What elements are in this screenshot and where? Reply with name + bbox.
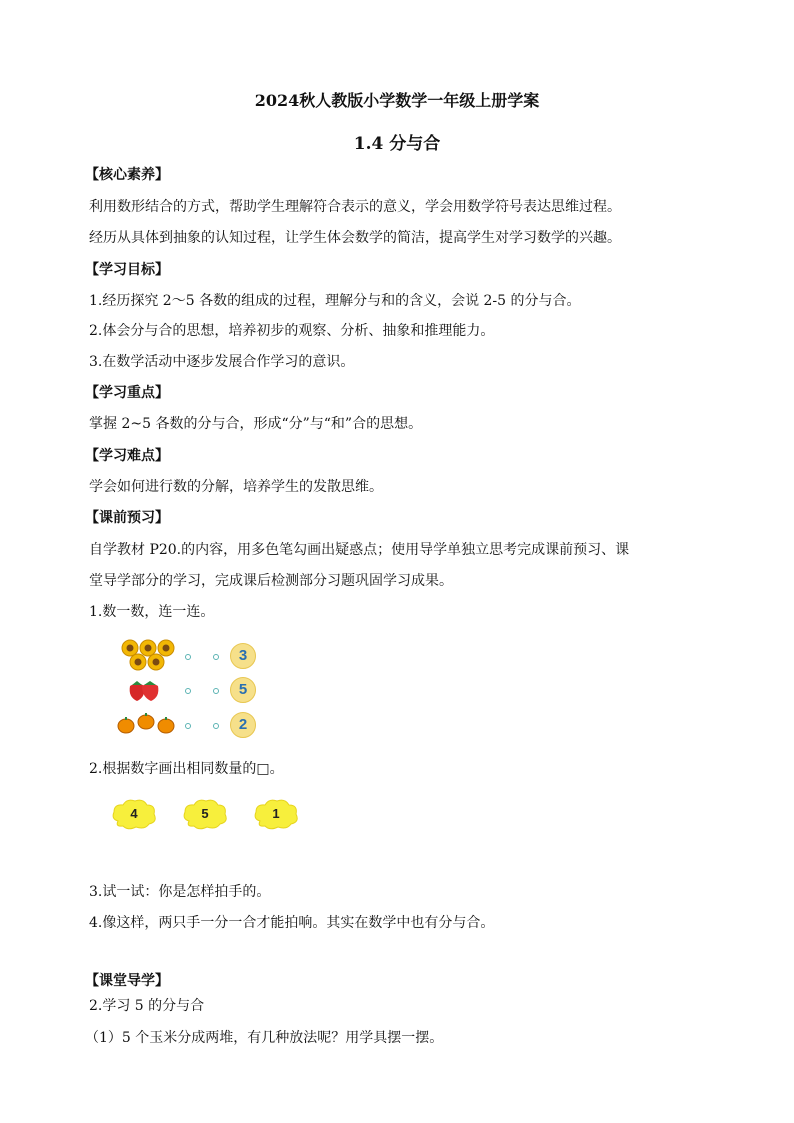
connect-dot[interactable] [185, 688, 191, 694]
preview-text-2: 堂导学部分的学习，完成课后检测部分习题巩固学习成果。 [89, 573, 453, 589]
number-circle-5: 5 [230, 677, 256, 703]
classroom-item-2: （1）5 个玉米分成两堆，有几种放法呢？用学具摆一摆。 [85, 1030, 444, 1046]
heading-preview: 【课前预习】 [85, 510, 169, 526]
connect-dot[interactable] [185, 654, 191, 660]
cloud-number-1: 1 [252, 797, 300, 831]
preview-question-2: 2.根据数字画出相同数量的□。 [89, 761, 284, 777]
classroom-item-1: 2.学习 5 的分与合 [89, 998, 205, 1014]
number-circle-3: 3 [230, 643, 256, 669]
cloud-number-5: 5 [181, 797, 229, 831]
preview-question-3: 3.试一试：你是怎样拍手的。 [89, 884, 271, 900]
heading-key: 【学习重点】 [85, 385, 169, 401]
difficulty-text: 学会如何进行数的分解，培养学生的发散思维。 [89, 479, 383, 495]
heading-classroom: 【课堂导学】 [85, 973, 169, 989]
lesson-title: 1.4 分与合 [353, 134, 441, 154]
heading-difficulty: 【学习难点】 [85, 448, 169, 464]
preview-question-4: 4.像这样，两只手一分一合才能拍响。其实在数学中也有分与合。 [89, 915, 495, 931]
goal-item-3: 3.在数学活动中逐步发展合作学习的意识。 [89, 354, 355, 370]
connect-dot[interactable] [185, 723, 191, 729]
connect-dot[interactable] [213, 654, 219, 660]
connect-dot[interactable] [213, 688, 219, 694]
core-text-1: 利用数形结合的方式，帮助学生理解符合表示的意义，学会用数学符号表达思维过程。 [89, 199, 621, 215]
strawberries-picture [126, 677, 162, 703]
cloud-number-4: 4 [110, 797, 158, 831]
connect-dot[interactable] [213, 723, 219, 729]
pumpkins-picture [116, 710, 178, 736]
preview-text-1: 自学教材 P20.的内容，用多色笔勾画出疑惑点；使用导学单独立思考完成课前预习、课 [89, 542, 630, 558]
sunflowers-picture [118, 638, 188, 672]
goal-item-2: 2.体会分与合的思想，培养初步的观察、分析、抽象和推理能力。 [89, 323, 495, 339]
number-circle-2: 2 [230, 712, 256, 738]
preview-question-1: 1.数一数，连一连。 [89, 604, 215, 620]
heading-goals: 【学习目标】 [85, 262, 169, 278]
heading-core: 【核心素养】 [85, 167, 169, 183]
document-title: 2024秋人教版小学数学一年级上册学案 [254, 91, 540, 110]
core-text-2: 经历从具体到抽象的认知过程，让学生体会数学的简洁，提高学生对学习数学的兴趣。 [89, 230, 621, 246]
goal-item-1: 1.经历探究 2～5 各数的组成的过程，理解分与和的含义，会说 2-5 的分与合。 [89, 293, 581, 309]
key-text: 掌握 2~5 各数的分与合，形成“分”与“和”合的思想。 [89, 416, 423, 432]
